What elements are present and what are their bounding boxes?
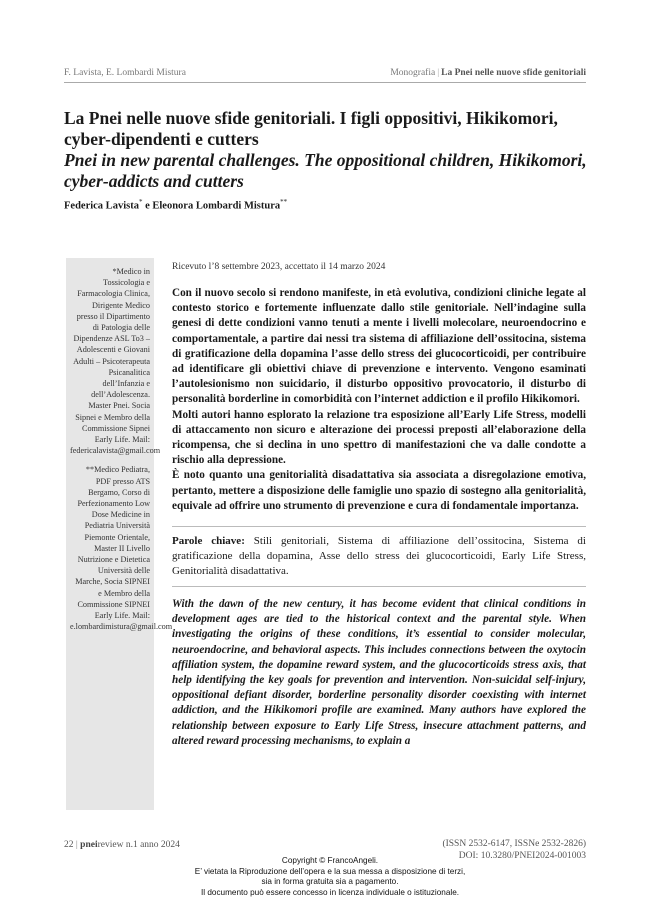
abstract-it-paragraph-3: È noto quanto una genitorialità disadattativa sia associata a disregolazione emotiva, pertanto, mettere a disposizione delle famiglie uno spazio di sostegno alla genitorialità, equivale ad offrire uno strumento di prevenzione e cura di fondamentale importanza. <box>172 469 586 512</box>
author-1-mark: * <box>138 198 143 206</box>
affiliations-sidebar <box>66 258 173 810</box>
page-number: 22 <box>64 840 74 850</box>
copyright-line-4: Il documento può essere concesso in licenza individuale o istituzionale. <box>200 887 460 897</box>
received-date: Ricevuto l’8 settembre 2023, accettato il 14 marzo 2024 <box>172 262 386 272</box>
abstract-it-paragraph-2: Molti autori hanno esplorato la relazione tra esposizione all’Early Life Stress, modelli di attaccamento non sicuro e alterazione dei processi preposti all’elaborazione della ricompensa, che si declina in uno spettro di manifestazioni che va dalle condotte a rischio alla depressione. <box>172 408 586 467</box>
running-header <box>64 68 586 83</box>
abstract-english: With the dawn of the new century, it has become evident that clinical conditions in development ages are tied to the historical context and the parental style. When investigating the origins of these conditions, it’s essential to consider molecular, neuroendocrine, and behavioral aspects. This includes connections between the oxytocin affiliation system, the dopamine reward system, and the glucocorticoids stress axis, that help identifying the key goals for prevention and intervention. Non-suicidal self-injury, oppositional defiant disorder, borderline personality disorder coexisting with internet addiction, and the Hikikomori profile are examined. Many authors have explored the relationship between exposure to Early Life Stress, insecure attachment patterns, and altered reward processing mechanisms, to explain a <box>172 598 586 747</box>
article-title-english: Pnei in new parental challenges. The oppositional children, Hikikomori, cyber-addicts and cutters <box>64 150 587 191</box>
keywords-text: Stili genitoriali, Sistema di affiliazione dell’ossitocina, Sistema di gratificazione della dopamina, Asse dello stress dei glucocorticoidi, Early Life Stress, Genitorialità disadattativa. <box>172 535 586 578</box>
abstract-italian <box>172 286 586 514</box>
copyright-line-3: sia in forma gratuita sia a pagamento. <box>261 877 399 886</box>
main-column <box>172 262 586 749</box>
keywords-label: Parole chiave: <box>172 535 245 548</box>
footer-pipe: | <box>75 840 78 850</box>
author-2: Eleonora Lombardi Mistura <box>152 200 281 212</box>
copyright-line-2: E’ vietata la Riproduzione dell’opera e la sua messa a disposizione di terzi, <box>194 866 466 876</box>
journal-name-bold: pnei <box>80 840 98 850</box>
journal-name-rest: review n.1 anno 2024 <box>97 840 180 850</box>
keywords <box>172 526 586 587</box>
header-right <box>390 68 586 78</box>
author-line <box>64 198 594 212</box>
doi: DOI: 10.3280/PNEI2024-001003 <box>458 851 586 861</box>
author-conjunction: e <box>142 200 153 212</box>
author-1: Federica Lavista <box>64 200 139 212</box>
affiliation-2: **Medico Pediatra, PDF presso ATS Bergamo, Corso di Perfezionamento Low Dose Medicine in Pediatria Università Piemonte Orientale, Master II Livello Nutrizione e Dietetica Università delle Marche, Socia SIPNEI e Membro della Commissione SIPNEI Early Life. Mail: e.lombardimistura@gmail.com <box>70 465 173 632</box>
affiliation-1: *Medico in Tossicologia e Farmacologia Clinica, Dirigente Medico presso il Dipartimento di Patologia delle Dipendenze ASL To3 – Adolescenti e Giovani Adulti – Psicoterapeuta Psicanalitica dell’Infanzia e dell’Adolescenza. Master Pnei. Socia Sipnei e Membro della Commissione Sipnei Early Life. Mail: federicalavista@gmail.com <box>70 267 161 456</box>
title-block <box>64 108 594 212</box>
header-authors: F. Lavista, E. Lombardi Mistura <box>64 68 186 78</box>
header-section: Monografia <box>390 68 436 78</box>
issn: (ISSN 2532-6147, ISSNe 2532-2826) <box>442 839 586 849</box>
header-running-title: La Pnei nelle nuove sfide genitoriali <box>441 68 586 78</box>
copyright-notice <box>120 856 540 898</box>
abstract-it-paragraph-1: Con il nuovo secolo si rendono manifeste, in età evolutiva, condizioni cliniche legate al contesto storico e fortemente influenzate dallo stile genitoriale. Nell’indagine sulla genesi di dette condizioni vanno tenuti a mente i livelli molecolare, neuroendocrino e comportamentale, a partire dai nessi tra sistema di affiliazione dell’ossitocina, sistema di gratificazione della dopamina l’asse dello stress dei glucocorticoidi, per contribuire ad identificare gli obiettivi chiave di prevenzione e intervento. Vengono esaminati l’autolesionismo non suicidario, il disturbo oppositivo provocatorio, il disturbo di personalità borderline in comorbidità con l’internet addiction e il profilo Hikikomori. <box>172 287 586 406</box>
article-title-italian: La Pnei nelle nuove sfide genitoriali. I figli oppositivi, Hikikomori, cyber-dipendenti e cutters <box>64 108 558 149</box>
author-2-mark: ** <box>280 198 288 206</box>
copyright-line-1: Copyright © FrancoAngeli. <box>281 856 379 865</box>
footer-left <box>64 840 180 850</box>
header-separator: | <box>437 68 440 78</box>
